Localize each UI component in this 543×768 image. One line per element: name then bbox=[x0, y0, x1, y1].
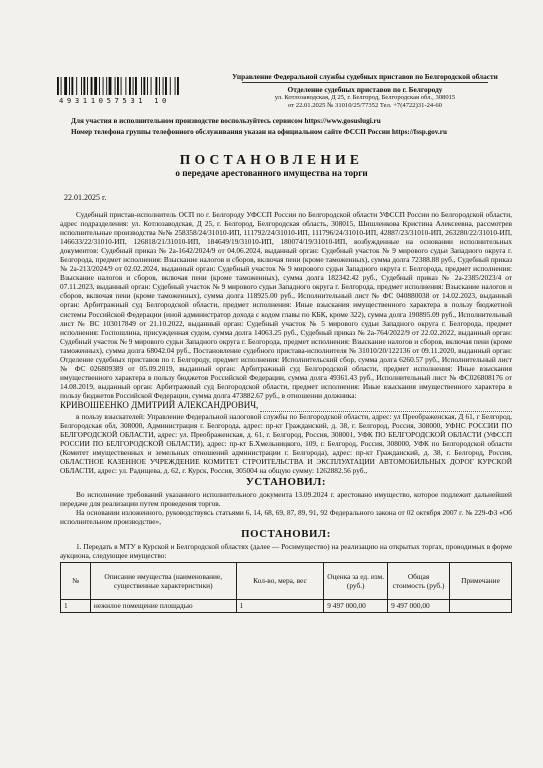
header-total: Общая стоимость (руб.) bbox=[388, 562, 450, 599]
cell-note bbox=[450, 599, 512, 612]
barcode-bar bbox=[147, 77, 148, 95]
barcode-bar bbox=[141, 77, 142, 95]
barcode-bar bbox=[177, 77, 179, 95]
department-name: Отделение судебных приставов по г. Белгороду bbox=[287, 85, 443, 94]
barcode-bar bbox=[91, 77, 93, 95]
barcode-bar bbox=[151, 77, 152, 95]
barcode-bar bbox=[155, 77, 157, 95]
barcode-bar bbox=[159, 77, 160, 95]
barcode-bar bbox=[83, 77, 85, 95]
barcode-bar bbox=[64, 77, 67, 95]
barcode-bar bbox=[109, 77, 112, 95]
body-paragraph-cases: Судебный пристав-исполнитель ОСП по г. Белгороду УФССП России по Белгородской области УФССП России по Белгородской области, адрес подразделения: ул. Котлозаводская, Д 25, г. Белгород, Белгородская область, 308015, Шишленкова Кристина Алексеевна, рассмотрев исполнительные производства №№ 258358/24/31010-ИП, 111792/24/31010-ИП, 111796/24/31010-ИП, 42887/23/31010-ИП, 263280/22/31010-ИП, 146633/22/31010-ИП, 126818/21/31010-ИП, 184649/19/31010-ИП, 180074/19/31010-ИП, возбужденные на основании исполнительных документов: Судебный приказ № 2а-1642/2024/9 от 04.06.2024, выданный орган: Судебный участок № 9 мирового судьи Западного округа г. Белгорода, предмет исполнения: Взыскание налогов и сборов, включая пени (кроме таможенных), сумма долга 72388.88 руб., Судебный приказ № 2а-213/2024/9 от 02.02.2024, выданный орган: Судебный участок № 9 мирового судьи Западного округа г. Белгорода, предмет исполнения: Взыскание налогов и сборов, включая пени (кроме таможенных), сумма долга 182342.42 руб., Судебный приказ № 2а-2385/2023/4 от 07.11.2023, выданный орган: Судебный участок № 9 мирового судьи Западного округа г. Белгорода, предмет исполнения: Взыскание налогов и сборов, включая пени (кроме таможенных), сумма долга 118925.00 руб., Исполнительный лист № ФС 040880038 от 14.02.2023, выданный орган: Арбитражный суд Белгородской области, предмет исполнения: Иные взыскания имущественного характера в пользу бюджетной системы Российской Федерации (иной администратор дохода с кодом главы по КБК, кроме 322), сумма долга 190895.09 руб., Исполнительный лист № ВС 103017849 от 21.10.2022, выданный орган: Судебный участок № 5 мирового судьи Западного округа г. Белгорода, предмет исполнения: Госпошлина, присужденная судом, сумма долга 14063.25 руб., Судебный приказ № 2а-764/2022/9 от 22.02.2022, выданный орган: Судебный участок № 9 мирового судьи Западного округа г. Белгорода, предмет исполнения: Взыскание налогов и сборов, включая пени (кроме таможенных), сумма долга 68042.04 руб., Постановление судебного пристава-исполнителя № 31010/20/122136 от 09.11.2020, выданный орган: Отделение судебных приставов по г. Белгороду, предмет исполнения: Исполнительский сбор, сумма долга 6260.57 руб., Исполнительный лист № ФС 026809389 от 05.09.2019, выданный орган: Арбитражный суд Белгородской области, предмет исполнения: Иные взыскания имущественного характера в пользу бюджетов Российской Федерации, сумма долга 49361.43 руб., Исполнительный лист № ФС026808176 от 14.08.2019, выданный орган: Арбитражный суд Белгородской области, предмет исполнения: Иные взыскания имущественного характера в пользу бюджетов Российской Федерации, сумма долга 473882.67 руб., в отношении должника: bbox=[60, 210, 512, 400]
debtor-name: КРИВОШЕЕНКО ДМИТРИЙ АЛЕКСАНДРОВИЧ, bbox=[60, 399, 259, 410]
barcode-bar bbox=[87, 77, 88, 95]
document-subtitle: о передаче арестованного имущества на торги bbox=[175, 168, 368, 178]
barcode-bar bbox=[57, 77, 59, 95]
barcode-bar bbox=[61, 77, 62, 95]
barcode-bar bbox=[165, 77, 167, 95]
cell-description: нежилое помещение площадью bbox=[90, 599, 236, 612]
document-title: ПОСТАНОВЛЕНИЕ bbox=[179, 152, 364, 167]
barcode-bar bbox=[81, 77, 82, 95]
resolution-item-1: 1. Передать в МТУ в Курской и Белгородской областях (далее — Росимущество) на реализацию на открытых торгах, проводимых в форме аукциона, следующее имущество: bbox=[60, 541, 512, 560]
cell-unit-price: 9 497 000,00 bbox=[324, 599, 388, 612]
barcode-number: 49311057531 10 bbox=[59, 96, 170, 105]
legal-basis-text: На основании изложенного, руководствуясь статьями 6, 14, 68, 69, 87, 89, 91, 92 Федерального закона от 02 октября 2007 г. № 229-ФЗ «Об исполнительном производстве», bbox=[60, 508, 512, 527]
barcode-bar bbox=[71, 77, 73, 95]
barcode-bar bbox=[143, 77, 145, 95]
header-unit-price: Оценка за ед. изм. (руб.) bbox=[324, 562, 388, 599]
header-description: Описание имущества (наименование, существенные характеристики) bbox=[90, 562, 236, 599]
barcode-image bbox=[57, 77, 217, 95]
property-table bbox=[60, 562, 512, 613]
agency-header bbox=[230, 72, 500, 110]
barcode-bar bbox=[69, 77, 70, 95]
barcode-bar bbox=[125, 77, 126, 95]
barcode-bar bbox=[175, 77, 176, 95]
barcode-bar bbox=[163, 77, 164, 95]
barcode-bar bbox=[117, 77, 119, 95]
established-heading: УСТАНОВИЛ: bbox=[245, 476, 327, 489]
barcode-bar bbox=[115, 77, 116, 95]
cell-total: 9 497 000,00 bbox=[388, 599, 450, 612]
barcode-bar bbox=[129, 77, 131, 95]
agency-name: Управление Федеральной службы судебных приставов по Белгородской области bbox=[232, 72, 498, 81]
header-note: Примечание bbox=[450, 562, 512, 599]
resolved-heading: ПОСТАНОВИЛ: bbox=[241, 527, 331, 540]
document-date: 22.01.2025 г. bbox=[64, 193, 107, 202]
barcode-bar bbox=[170, 77, 171, 95]
cell-quantity: 1 bbox=[236, 599, 324, 612]
body-paragraph-creditors: в пользу взыскателей: Управление Федеральной налоговой службы по Белгородской области, адрес: ул Преображенская, Д 61, г Белгород, Белгородская обл, 308000, Администрация г. Белгорода, адрес: пр-кт Гражданский, д. 38, г. Белгород, Россия, 308000, УФНС РОССИИ ПО БЕЛГОРОДСКОЙ ОБЛАСТИ, адрес: ул. Преображенская, д. 61, г. Белгород, Россия, 308001, УФК ПО БЕЛГОРОДСКОЙ ОБЛАСТИ (УФССП РОССИИ ПО БЕЛГОРОДСКОЙ ОБЛАСТИ), адрес: пр-кт Б.Хмельницкого, 109, г. Белгород, Россия, 308000, УФК по Белгородской области (Комитет имущественных и земельных отношений администрации г. Белгорода), адрес: пр-кт Гражданский, д. 38, г. Белгород, Россия, ОБЛАСТНОЕ КАЗЕННОЕ УЧРЕЖДЕНИЕ КОМИТЕТ СТРОИТЕЛЬСТВА И ЭКСПЛУАТАЦИИ АВТОМОБИЛЬНЫХ ДОРОГ КУРСКОЙ ОБЛАСТИ, адрес: ул. Радищева, д. 62, г. Курск, Россия, 305004 на общую сумму: 1262882.56 руб., bbox=[60, 411, 512, 476]
barcode-bar bbox=[103, 77, 104, 95]
table-header-row bbox=[61, 562, 512, 599]
info-lines bbox=[71, 116, 511, 138]
established-text: Во исполнение требований указанного исполнительного документа 13.09.2024 г. арестовано имущество, которое подлежит дальнейшей передаче для реализации путем проведения торгов. bbox=[60, 490, 512, 509]
barcode-bar bbox=[94, 77, 97, 95]
document-reference: от 22.01.2025 № 31010/25/77352 Тел. +7(4722)31-24-60 bbox=[288, 102, 442, 109]
agency-divider bbox=[242, 82, 488, 83]
barcode-bar bbox=[121, 77, 122, 95]
document-body bbox=[60, 210, 512, 613]
header-quantity: Кол-во, мера, вес bbox=[236, 562, 324, 599]
barcode-bar bbox=[135, 77, 137, 95]
gosuslugi-info: Для участия в исполнительном производстве воспользуйтесь сервисом https://www.gosuslugi.ru bbox=[71, 117, 381, 125]
table-row bbox=[61, 599, 512, 612]
barcode-bar bbox=[76, 77, 77, 95]
department-address: ул. Котлозаводская, Д 25, г. Белгород, Белгородская обл., 308015 bbox=[274, 94, 456, 101]
barcode-bar bbox=[99, 77, 100, 95]
barcode-bar bbox=[106, 77, 107, 95]
cell-number: 1 bbox=[61, 599, 91, 612]
barcode-bar bbox=[133, 77, 134, 95]
phone-info: Номер телефона группы телефонного обслуживания указан на официальном сайте ФССП России https://fssp.gov.ru bbox=[71, 128, 447, 136]
header-number: № bbox=[61, 562, 91, 599]
